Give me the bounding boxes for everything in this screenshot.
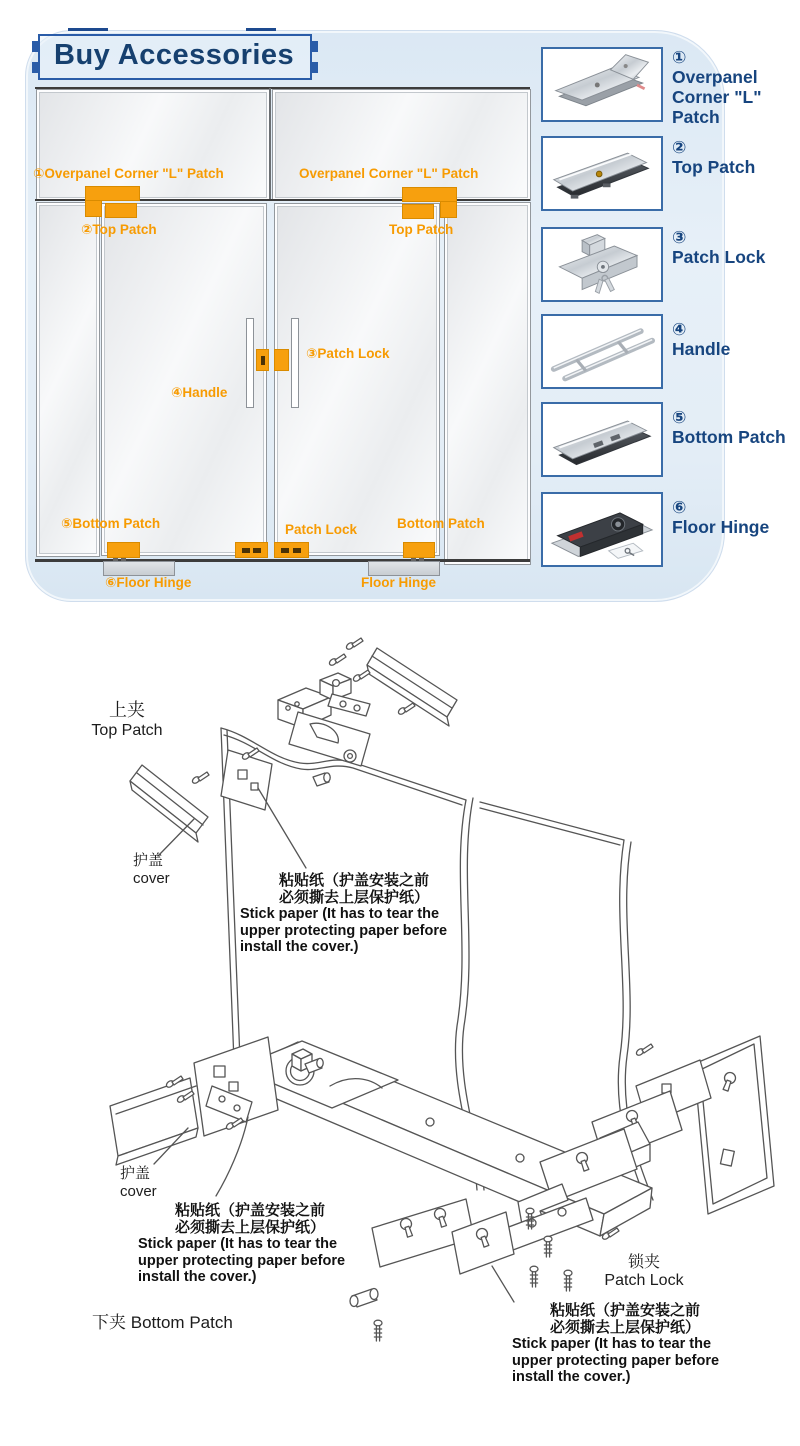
product-number: ④ xyxy=(672,320,687,339)
floor-hinge-marker-right xyxy=(368,561,440,576)
product-number: ① xyxy=(672,48,687,67)
product-name: Handle xyxy=(672,339,731,360)
product-number: ② xyxy=(672,138,687,157)
glass-door-diagram xyxy=(0,0,540,605)
product-label-floor-hinge xyxy=(672,498,794,538)
leader-line-stick-paper-lock xyxy=(492,1266,514,1302)
top-patch-marker-right xyxy=(402,204,434,219)
top-patch-marker-left xyxy=(105,203,137,218)
label-patch-lock-exploded xyxy=(596,1249,692,1290)
product-name: Overpanel Corner "L" Patch xyxy=(672,67,762,128)
cover-en: cover xyxy=(120,1183,157,1200)
floor-hinge-marker-left xyxy=(103,561,175,576)
corner-l-patch-marker-right-leg xyxy=(440,201,457,218)
patch-lock-cn: 锁夹 xyxy=(627,1254,660,1271)
floor-hinge-image xyxy=(543,494,661,565)
corner-l-patch-marker-left-leg xyxy=(85,200,102,217)
label-bottom-patch-left: ⑤Bottom Patch xyxy=(61,516,161,531)
door-handle-right xyxy=(291,318,299,408)
product-number: ⑤ xyxy=(672,408,687,427)
bottom-lock-keeper-marker xyxy=(235,542,268,558)
top-patch-image xyxy=(543,138,661,209)
stick-paper-note-top: 粘贴纸（护盖安装之前 必须撕去上层保护纸） Stick paper (It has to tear the upper protecting paper before install the cover.) xyxy=(240,872,448,956)
label-patch-lock-bottom: Patch Lock xyxy=(285,522,358,537)
top-patch-en: Top Patch xyxy=(91,722,163,739)
product-image-patch-lock[interactable] xyxy=(541,227,663,302)
right-transom-panel xyxy=(272,89,531,201)
label-top-patch-left: ②Top Patch xyxy=(81,222,157,237)
top-patch-assembly xyxy=(130,638,457,842)
bottom-patch-lock-marker xyxy=(274,542,309,558)
transom-top-line xyxy=(35,87,530,89)
transom-joint-line xyxy=(269,88,271,200)
product-name: Bottom Patch xyxy=(672,427,786,448)
right-sidelite-panel xyxy=(444,202,531,565)
label-bottom-patch-exploded xyxy=(92,1308,233,1333)
product-name: Floor Hinge xyxy=(672,517,770,538)
stick-paper-note-bottom: 粘贴纸（护盖安装之前 必须撕去上层保护纸） Stick paper (It has to tear the upper protecting paper before install the cover.) xyxy=(138,1202,346,1286)
bottom-patch-cn: 下夹 xyxy=(92,1313,126,1332)
leader-line-stick-paper-top xyxy=(258,788,306,868)
product-image-floor-hinge[interactable] xyxy=(541,492,663,567)
corner-l-patch-image xyxy=(543,49,661,120)
cover-en: cover xyxy=(133,870,170,887)
label-cover-top xyxy=(133,849,170,887)
product-image-handle[interactable] xyxy=(541,314,663,389)
left-transom-panel xyxy=(36,89,270,201)
label-floor-hinge-left: ⑥Floor Hinge xyxy=(105,575,192,590)
corner-l-patch-marker-right-bar xyxy=(402,187,457,202)
patch-lock-marker-left xyxy=(256,349,269,371)
corner-l-patch-marker-left-bar xyxy=(85,186,140,201)
left-sidelite-panel xyxy=(36,202,100,557)
patch-lock-image xyxy=(543,229,661,300)
product-number: ③ xyxy=(672,228,687,247)
product-label-top-patch xyxy=(672,138,794,178)
label-overpanel-left: ①Overpanel Corner "L" Patch xyxy=(33,166,224,181)
bottom-patch-en: Bottom Patch xyxy=(130,1313,233,1332)
product-image-corner-l-patch[interactable] xyxy=(541,47,663,122)
patch-lock-marker-right xyxy=(274,349,289,371)
bottom-patch-marker-left xyxy=(107,542,140,558)
product-name: Patch Lock xyxy=(672,247,766,268)
product-name: Top Patch xyxy=(672,157,756,178)
stick-paper-note-lock: 粘贴纸（护盖安装之前 必须撕去上层保护纸） Stick paper (It has to tear the upper protecting paper before install the cover.) xyxy=(512,1302,720,1386)
label-bottom-patch-right: Bottom Patch xyxy=(397,516,485,531)
product-label-patch-lock xyxy=(672,228,794,268)
top-patch-cn: 上夹 xyxy=(109,700,145,720)
handle-image xyxy=(543,316,661,387)
bottom-patch-marker-right xyxy=(403,542,435,558)
product-label-corner-l-patch xyxy=(672,48,794,128)
bottom-patch-image xyxy=(543,404,661,475)
cover-cn: 护盖 xyxy=(133,852,164,869)
label-handle: ④Handle xyxy=(171,385,228,400)
left-door-panel xyxy=(101,203,267,556)
door-handle-left xyxy=(246,318,254,408)
product-number: ⑥ xyxy=(672,498,687,517)
label-top-patch-right: Top Patch xyxy=(389,222,454,237)
product-label-bottom-patch xyxy=(672,408,794,448)
cover-cn: 护盖 xyxy=(120,1165,151,1182)
label-cover-bottom xyxy=(120,1162,157,1200)
label-overpanel-right: Overpanel Corner "L" Patch xyxy=(299,166,479,181)
patch-lock-en: Patch Lock xyxy=(604,1272,684,1289)
page-title-text: Buy Accessories xyxy=(54,39,295,71)
label-floor-hinge-right: Floor Hinge xyxy=(361,575,436,590)
product-image-bottom-patch[interactable] xyxy=(541,402,663,477)
label-patch-lock-mid: ③Patch Lock xyxy=(306,346,390,361)
product-label-handle xyxy=(672,320,794,360)
product-image-top-patch[interactable] xyxy=(541,136,663,211)
label-top-patch-exploded xyxy=(85,696,169,740)
